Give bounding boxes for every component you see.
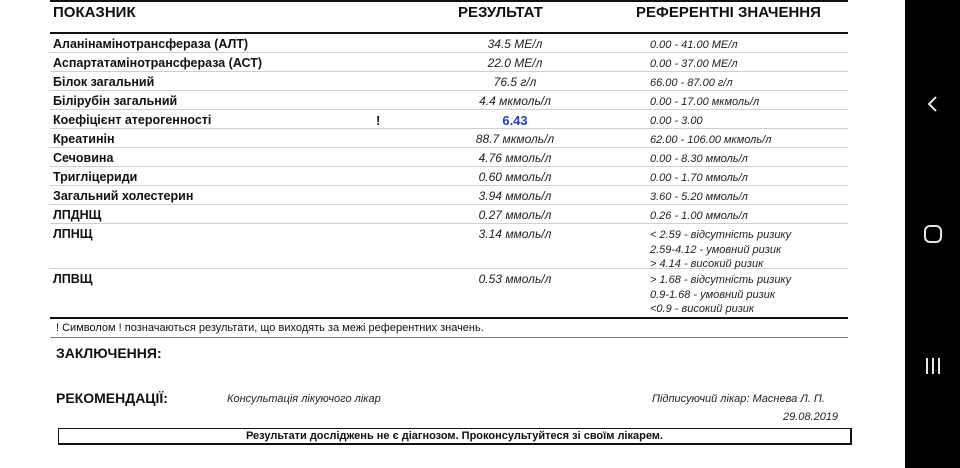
table-bottom-rule <box>50 317 848 319</box>
home-icon <box>923 224 943 244</box>
reference-value: < 2.59 - відсутність ризику <box>650 229 792 241</box>
reference-value: <0.9 - високий ризик <box>650 303 755 315</box>
indicator-name: Креатинін <box>53 132 115 146</box>
recent-apps-icon <box>924 357 942 375</box>
top-rule <box>50 0 848 2</box>
indicator-name: Білірубін загальний <box>53 94 178 108</box>
report-date: 29.08.2019 <box>783 411 839 423</box>
col-header-result: РЕЗУЛЬТАТ <box>458 4 543 21</box>
row-separator <box>50 128 848 129</box>
result-value: 3.94 ммоль/л <box>478 189 552 203</box>
result-value: 3.14 ммоль/л <box>478 227 552 241</box>
conclusion-label: ЗАКЛЮЧЕННЯ: <box>56 345 162 361</box>
back-button[interactable] <box>905 84 960 124</box>
result-value: 6.43 <box>502 113 528 128</box>
indicator-name: Коефіцієнт атерогенності <box>53 113 212 127</box>
reference-value: 0.00 - 3.00 <box>650 115 703 127</box>
recent-apps-button[interactable] <box>905 346 960 386</box>
result-value: 0.60 ммоль/л <box>478 170 552 184</box>
col-header-reference: РЕФЕРЕНТНІ ЗНАЧЕННЯ <box>636 4 821 21</box>
reference-value: 0.9-1.68 - умовний ризик <box>650 288 776 301</box>
reference-value: 0.00 - 8.30 ммоль/л <box>650 153 748 165</box>
recommendations-text: Консультація лікуючого лікар <box>227 393 381 405</box>
abnormal-flag: ! <box>376 113 381 128</box>
result-value: 0.53 ммоль/л <box>478 272 552 286</box>
reference-value: 2.59-4.12 - умовний ризик <box>650 243 782 256</box>
reference-value: 62.00 - 106.00 мкмоль/л <box>650 134 772 146</box>
reference-value: 0.00 - 17.00 мкмоль/л <box>650 96 760 108</box>
indicator-name: Білок загальний <box>53 75 155 89</box>
result-value: 22.0 МЕ/л <box>487 56 543 70</box>
result-value: 4.76 ммоль/л <box>478 151 552 165</box>
indicator-name: Тригліцериди <box>53 170 138 184</box>
reference-value: 0.00 - 37.00 МЕ/л <box>650 58 738 70</box>
reference-value: 0.00 - 41.00 МЕ/л <box>650 39 738 51</box>
indicator-name: Аланінамінотрансфераза (АЛТ) <box>53 37 249 51</box>
android-navigation-bar <box>905 0 960 468</box>
indicator-name: Загальний холестерин <box>53 189 194 203</box>
disclaimer-text: Результати досліджень не є діагнозом. Проконсультуйтеся зі своїм лікарем. <box>245 430 663 442</box>
result-value: 34.5 МЕ/л <box>487 37 543 51</box>
reference-value: 0.26 - 1.00 ммоль/л <box>650 210 748 222</box>
indicator-name: ЛПВЩ <box>53 272 93 286</box>
disclaimer-box <box>58 428 852 445</box>
back-icon <box>926 95 940 113</box>
result-value: 4.4 мкмоль/л <box>479 94 551 108</box>
home-button[interactable] <box>905 214 960 254</box>
indicator-name: ЛПНЩ <box>53 227 93 241</box>
footnote-rule <box>50 337 848 338</box>
signing-doctor: Підписуючий лікар: Маснева Л. П. <box>652 393 825 405</box>
reference-value: 0.00 - 1.70 ммоль/л <box>650 172 748 184</box>
reference-value: > 4.14 - високий ризик <box>650 258 764 270</box>
reference-value: > 1.68 - відсутність ризику <box>650 274 792 286</box>
footnote: ! Символом ! позначаються результати, що виходять за межі референтних значень. <box>56 322 484 334</box>
result-value: 76.5 г/л <box>493 75 537 89</box>
indicator-name: Аспартатамінотрансфераза (АСТ) <box>53 56 263 70</box>
result-value: 0.27 ммоль/л <box>478 208 552 222</box>
result-value: 88.7 мкмоль/л <box>475 132 555 146</box>
indicator-name: Сечовина <box>53 151 114 165</box>
recommendations-label: РЕКОМЕНДАЦІЇ: <box>56 390 168 406</box>
header-rule <box>50 32 848 34</box>
reference-value: 3.60 - 5.20 ммоль/л <box>650 191 748 203</box>
indicator-name: ЛПДНЩ <box>53 208 102 222</box>
reference-value: 66.00 - 87.00 г/л <box>650 77 733 89</box>
col-header-indicator: ПОКАЗНИК <box>53 4 136 21</box>
